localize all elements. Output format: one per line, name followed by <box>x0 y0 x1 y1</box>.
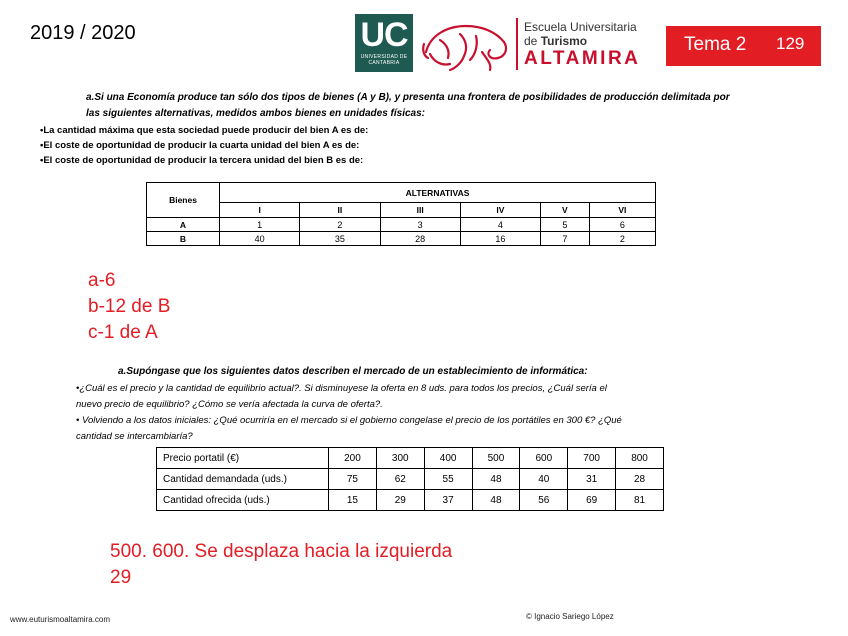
exercise-a-bullet: •El coste de oportunidad de producir la tercera unidad del bien B es de: <box>40 155 364 166</box>
table-cell: 7 <box>541 232 590 246</box>
table-cell: 800 <box>616 448 664 469</box>
table-row <box>147 232 656 246</box>
table-column-header: VI <box>589 203 655 218</box>
table-column-header: I <box>220 203 300 218</box>
school-altamira: ALTAMIRA <box>524 48 641 69</box>
table-cell: 69 <box>568 490 616 511</box>
table-row <box>157 448 664 469</box>
footer-copyright: © Ignacio Sariego López <box>526 612 614 621</box>
table-cell: 1 <box>220 218 300 232</box>
table-cell: 2 <box>300 218 380 232</box>
table-cell: 5 <box>541 218 590 232</box>
answer-line: a-6 <box>88 270 116 291</box>
exercise-a-question-line1: a.Si una Economía produce tan sólo dos tipos de bienes (A y B), y presenta una frontera de posibilidades de producción delimitada por <box>86 92 730 103</box>
footer-website-link[interactable]: www.euturismoaltamira.com <box>10 615 111 624</box>
bison-logo-icon <box>420 14 512 74</box>
table-cell: 31 <box>568 469 616 490</box>
table-cell: 28 <box>616 469 664 490</box>
alternatives-table <box>146 182 656 246</box>
table-column-header: V <box>541 203 590 218</box>
table-cell: 55 <box>424 469 472 490</box>
table-row <box>157 490 664 511</box>
topic-badge <box>666 26 821 66</box>
academic-year: 2019 / 2020 <box>30 22 136 44</box>
table-cell: 35 <box>300 232 380 246</box>
table-cell: 40 <box>520 469 568 490</box>
table-cell: 4 <box>460 218 540 232</box>
table-cell: A <box>147 218 220 232</box>
uc-logo-letters: UC <box>360 16 408 54</box>
table-cell: 81 <box>616 490 664 511</box>
exercise-a-bullet: •El coste de oportunidad de producir la cuarta unidad del bien A es de: <box>40 140 360 151</box>
table-row <box>157 469 664 490</box>
table-cell: 2 <box>589 232 655 246</box>
table-cell: 48 <box>472 469 520 490</box>
table-cell: 15 <box>329 490 377 511</box>
table-column-header: III <box>380 203 460 218</box>
table-cell: 29 <box>376 490 424 511</box>
table-cell: 75 <box>329 469 377 490</box>
table-cell: Cantidad demandada (uds.) <box>157 469 329 490</box>
page-number: 129 <box>776 34 805 53</box>
exercise-b-line: cantidad se intercambiaría? <box>76 431 193 442</box>
table-cell: 37 <box>424 490 472 511</box>
school-line1: Escuela Universitaria <box>524 20 637 34</box>
exercise-b-question: a.Supóngase que los siguientes datos describen el mercado de un establecimiento de informática: <box>118 366 588 377</box>
table-cell: 48 <box>472 490 520 511</box>
table-cell: 600 <box>520 448 568 469</box>
table-row-header: Bienes <box>147 183 220 218</box>
table-cell: 16 <box>460 232 540 246</box>
topic-label: Tema 2 <box>684 34 747 55</box>
answer-line: 500. 600. Se desplaza hacia la izquierda <box>110 541 453 562</box>
table-cell: 62 <box>376 469 424 490</box>
table-cell: B <box>147 232 220 246</box>
uc-logo-caption: UNIVERSIDAD DE CANTABRIA <box>360 54 408 66</box>
answer-line: b-12 de B <box>88 296 171 317</box>
school-line2: de Turismo <box>524 34 588 48</box>
exercise-b-line: •¿Cuál es el precio y la cantidad de equilibrio actual?. Si disminuyese la oferta en 8 uds. para todos los precios, ¿Cuál sería el <box>76 383 607 394</box>
table-cell: 28 <box>380 232 460 246</box>
table-cell: 700 <box>568 448 616 469</box>
table-group-header: ALTERNATIVAS <box>220 183 656 203</box>
exercise-b-answers <box>110 539 452 591</box>
table-cell: 3 <box>380 218 460 232</box>
school-name <box>524 20 640 70</box>
table-cell: Precio portatil (€) <box>157 448 329 469</box>
answer-line: 29 <box>110 567 132 588</box>
exercise-a-answers <box>88 268 170 346</box>
table-column-header: IV <box>460 203 540 218</box>
exercise-b-line: nuevo precio de equilibrio? ¿Cómo se vería afectada la curva de oferta?. <box>76 399 383 410</box>
school-divider <box>516 18 518 70</box>
exercise-a-bullet: •La cantidad máxima que esta sociedad puede producir del bien A es de: <box>40 125 369 136</box>
exercise-a-question-line2: las siguientes alternativas, medidos ambos bienes en unidades físicas: <box>86 108 426 119</box>
table-cell: 300 <box>376 448 424 469</box>
table-row <box>147 218 656 232</box>
exercise-b-line: • Volviendo a los datos iniciales: ¿Qué ocurriría en el mercado si el gobierno congelase el precio de los portátiles en 300 €? ¿Qué <box>76 415 622 426</box>
table-cell: 40 <box>220 232 300 246</box>
table-cell: 200 <box>329 448 377 469</box>
market-data-table <box>156 447 664 511</box>
table-cell: Cantidad ofrecida (uds.) <box>157 490 329 511</box>
answer-line: c-1 de A <box>88 322 158 343</box>
table-cell: 56 <box>520 490 568 511</box>
table-cell: 400 <box>424 448 472 469</box>
uc-logo <box>355 14 413 72</box>
table-cell: 500 <box>472 448 520 469</box>
table-column-header: II <box>300 203 380 218</box>
table-cell: 6 <box>589 218 655 232</box>
